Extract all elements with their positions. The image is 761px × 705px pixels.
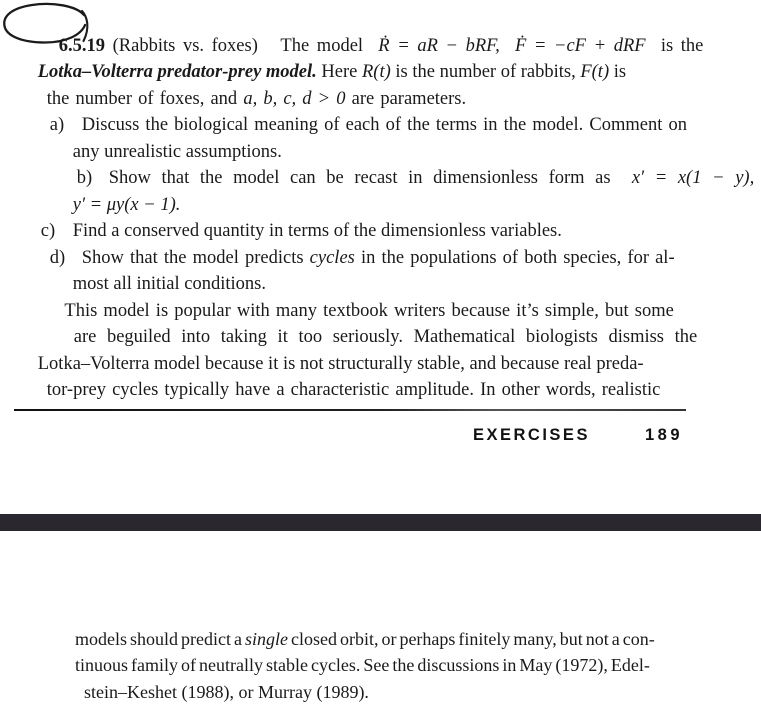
emphasized-word: cycles	[309, 247, 355, 268]
text-segment: This model is popular with many textbook writers because it’s simple, but some	[64, 300, 674, 321]
math-expression: R(t)	[361, 62, 391, 82]
text-segment: Find a conserved quantity in terms of the dimensionless variables.	[72, 221, 562, 241]
math-expression: F(t)	[580, 62, 610, 82]
text-segment: Discuss the biological meaning of each of the terms in the model. Comment on	[81, 115, 687, 135]
text-segment: is	[609, 62, 627, 82]
exercise-number: 6.5.19	[58, 35, 105, 56]
item-label: a)	[49, 115, 65, 135]
text-segment: tinuous family of neutrally stable cycles. See the discussions in May (1972), Edel-	[75, 655, 650, 675]
text-segment: stein–Keshet (1988), or Murray (1989).	[84, 681, 369, 702]
text-segment: are beguiled into taking it too seriously. Mathematical biologists dismiss the	[73, 327, 698, 347]
text-segment: Lotka–Volterra model because it is not structurally stable, and because real preda-	[37, 353, 644, 374]
text-segment: most all initial conditions.	[72, 274, 266, 294]
paragraph-line	[57, 599, 717, 649]
item-label: b)	[76, 168, 93, 188]
text-line	[10, 6, 722, 56]
text-segment: Show that the model predicts	[81, 247, 310, 268]
text-segment: any unrealistic assumptions.	[72, 141, 282, 162]
text-segment: is the	[645, 35, 704, 56]
footer-divider-line	[14, 409, 686, 411]
math-expression: Ṙ = aR − bRF, Ḟ = −cF + dRF	[378, 35, 646, 56]
page-separator-bar	[0, 514, 761, 531]
text-segment: tor-prey cycles typically have a characteristic amplitude. In other words, realistic	[46, 380, 661, 400]
text-segment: are parameters.	[345, 88, 467, 109]
item-label: d)	[49, 247, 66, 268]
text-segment: the number of foxes, and	[46, 88, 244, 109]
text-segment: is the number of rabbits,	[390, 62, 581, 82]
math-expression: a, b, c, d > 0	[243, 88, 346, 109]
exercises-heading: EXERCISES	[473, 426, 590, 444]
text-segment: models should predict a	[75, 628, 245, 649]
continuation-paragraph	[57, 599, 717, 702]
text-segment: Show that the model can be recast in dimensionless form as	[108, 168, 632, 188]
text-segment: in the populations of both species, for al-	[354, 247, 675, 268]
exercise-text-block	[10, 6, 755, 400]
math-expression: x′ = x(1 − y),	[631, 168, 755, 188]
text-segment: (Rabbits vs. foxes) The model	[105, 35, 379, 56]
math-expression: y′ = μy(x − 1).	[72, 194, 181, 215]
text-segment: closed orbit, or perhaps finitely many, but not a con-	[287, 628, 655, 649]
page-number: 189	[645, 426, 684, 444]
text-segment: Here	[316, 62, 362, 82]
emphasized-word: single	[244, 628, 288, 649]
model-name-bold-italic: Lotka–Volterra predator-prey model.	[37, 62, 317, 82]
item-label: c)	[40, 221, 56, 241]
